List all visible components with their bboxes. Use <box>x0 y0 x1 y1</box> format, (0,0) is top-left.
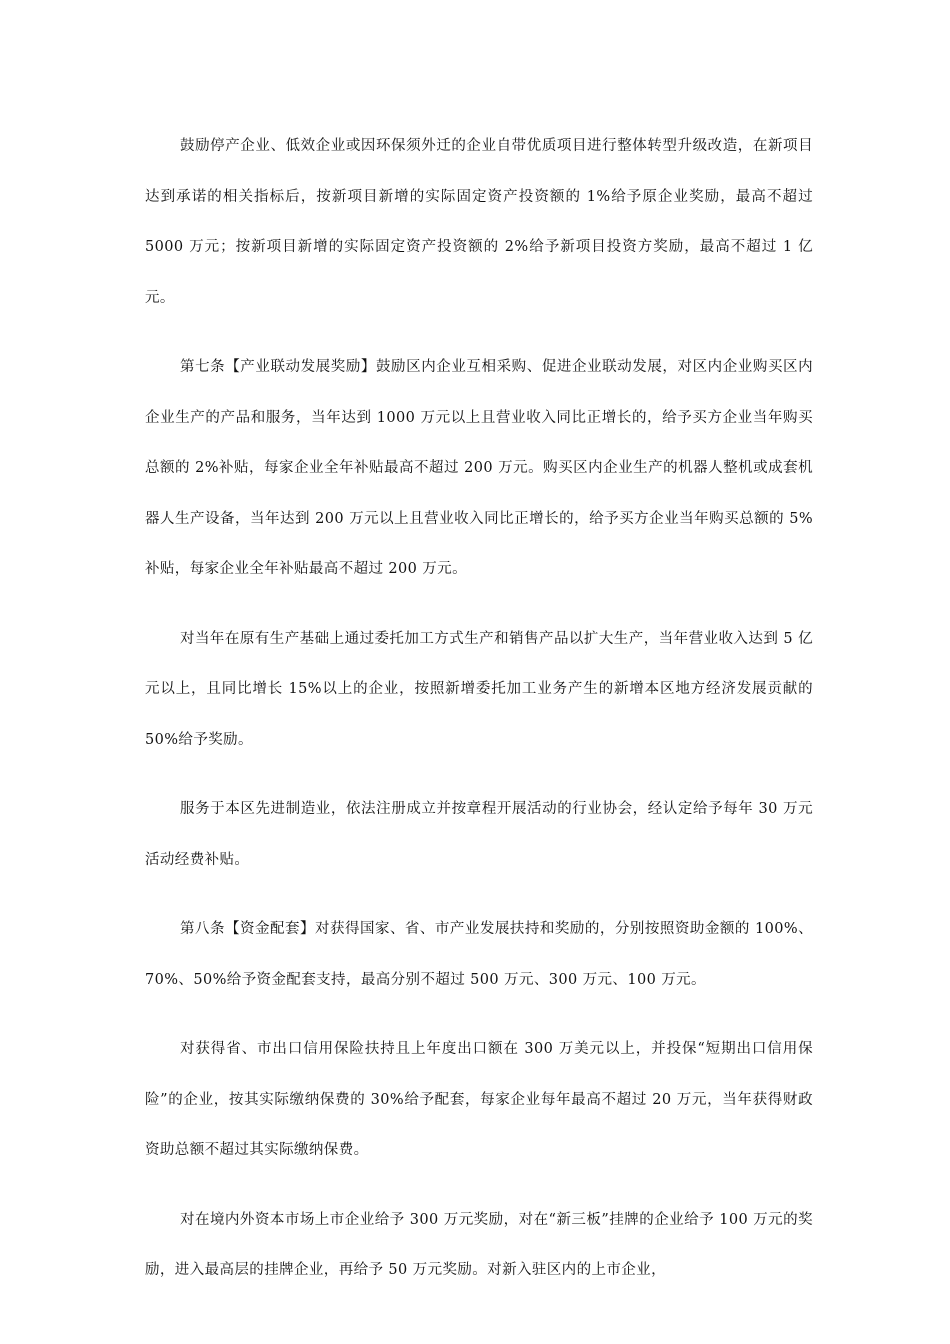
paragraph-article-8-fund-matching: 第八条【资金配套】对获得国家、省、市产业发展扶持和奖励的，分别按照资助金额的 100%、70%、50%给予资金配套支持，最高分别不超过 500 万元、300 万元、100 万元。 <box>145 921 813 988</box>
paragraph-export-credit-insurance: 对获得省、市出口信用保险扶持且上年度出口额在 300 万美元以上，并投保“短期出口信用保险”的企业，按其实际缴纳保费的 30%给予配套，每家企业每年最高不超过 20 万元，当年获得财政资助总额不超过其实际缴纳保费。 <box>145 1041 813 1158</box>
paragraph-relocation-upgrade: 鼓励停产企业、低效企业或因环保须外迁的企业自带优质项目进行整体转型升级改造，在新项目达到承诺的相关指标后，按新项目新增的实际固定资产投资额的 1%给予原企业奖励，最高不超过 5000 万元；按新项目新增的实际固定资产投资额的 2%给予新项目投资方奖励，最高不超过 1 亿元。 <box>145 138 813 306</box>
paragraph-listing-reward: 对在境内外资本市场上市企业给予 300 万元奖励，对在“新三板”挂牌的企业给予 100 万元的奖励，进入最高层的挂牌企业，再给予 50 万元奖励。对新入驻区内的上市企业， <box>145 1211 813 1278</box>
paragraph-industry-association: 服务于本区先进制造业，依法注册成立并按章程开展活动的行业协会，经认定给予每年 30 万元活动经费补贴。 <box>145 801 813 868</box>
paragraph-article-7-industry-linkage: 第七条【产业联动发展奖励】鼓励区内企业互相采购、促进企业联动发展，对区内企业购买区内企业生产的产品和服务，当年达到 1000 万元以上且营业收入同比正增长的，给予买方企业当年购买总额的 2%补贴，每家企业全年补贴最高不超过 200 万元。购买区内企业生产的机器人整机或成套机器人生产设备，当年达到 200 万元以上且营业收入同比正增长的，给予买方企业当年购买总额的 5%补贴，每家企业全年补贴最高不超过 200 万元。 <box>145 359 813 577</box>
paragraph-contract-processing: 对当年在原有生产基础上通过委托加工方式生产和销售产品以扩大生产，当年营业收入达到 5 亿元以上，且同比增长 15%以上的企业，按照新增委托加工业务产生的新增本区地方经济发展贡献的 50%给予奖励。 <box>145 630 813 748</box>
document-body <box>145 121 813 1315</box>
